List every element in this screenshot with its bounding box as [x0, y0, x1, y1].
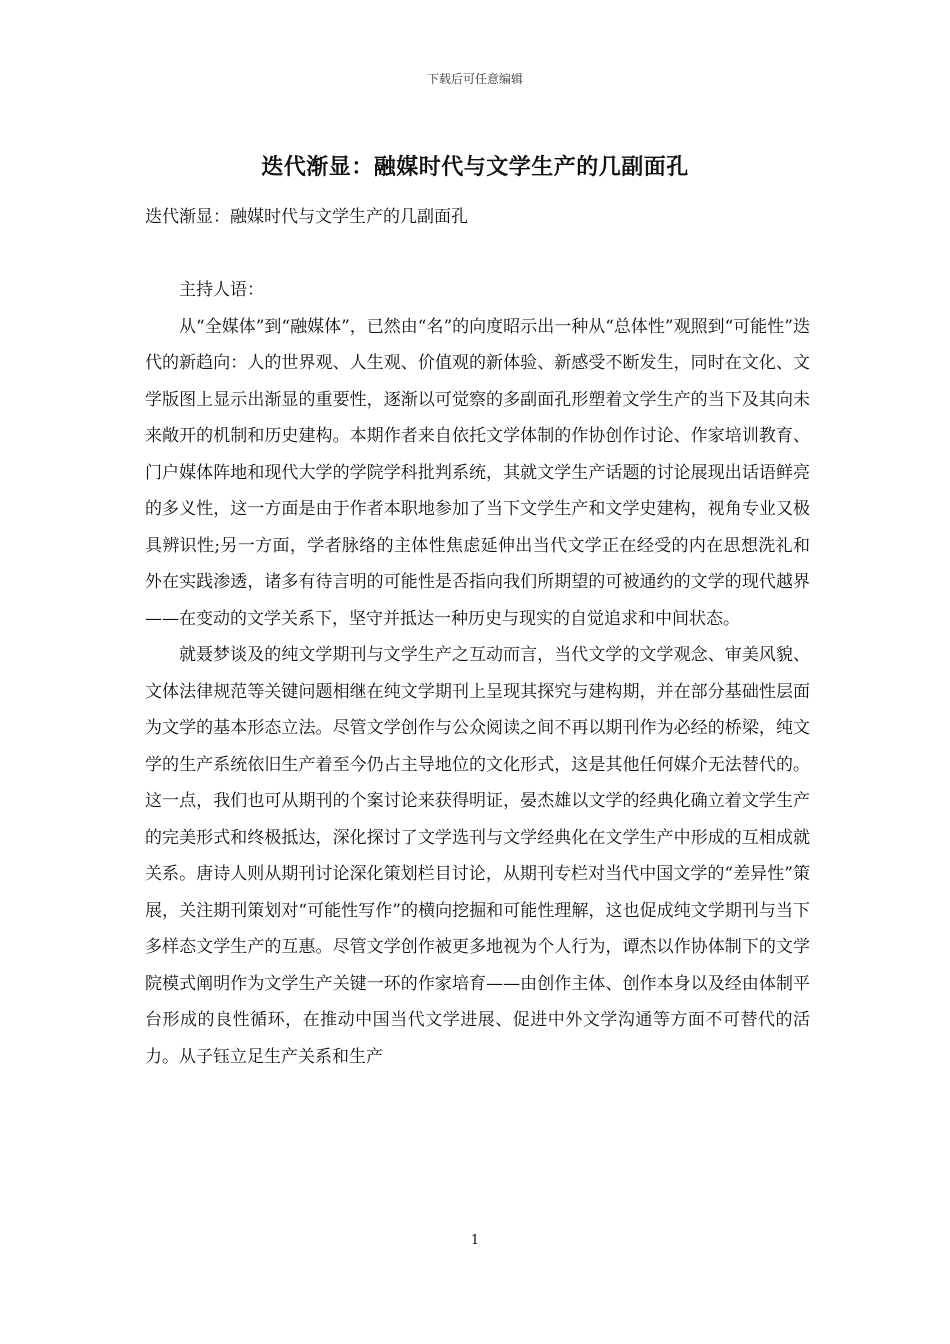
paragraph-periodicals: 就聂梦谈及的纯文学期刊与文学生产之互动而言，当代文学的文学观念、审美风貌、文体法律规范等关键问题相继在纯文学期刊上呈现其探究与建构期，并在部分基础性层面为文学的基本形态立法。尽管文学创作与公众阅读之间不再以期刊作为必经的桥梁，纯文学的生产系统依旧生产着至今仍占主导地位的文化形式，这是其他任何媒介无法替代的。这一点，我们也可从期刊的个案讨论来获得明证，晏杰雄以文学的经典化确立着文学生产的完美形式和终极抵达，深化探讨了文学选刊与文学经典化在文学生产中形成的互相成就关系。唐诗人则从期刊讨论深化策划栏目讨论，从期刊专栏对当代中国文学的“差异性”策展，关注期刊策划对“可能性写作”的横向挖掘和可能性理解，这也促成纯文学期刊与当下多样态文学生产的互惠。尽管文学创作被更多地视为个人行为，谭杰以作协体制下的文学院模式阐明作为文学生产关键一环的作家培育——由创作主体、创作本身以及经由体制平台形成的良性循环，在推动中国当代文学进展、促进中外文学沟通等方面不可替代的活力。从子钰立足生产关系和生产 — [145, 645, 810, 1067]
body-text — [145, 272, 810, 1075]
paragraph-intro: 从“全媒体”到“融媒体”，已然由“名”的向度昭示出一种从“总体性”观照到“可能性”迭代的新趋向：人的世界观、人生观、价值观的新体验、新感受不断发生，同时在文化、文学版图上显示出渐显的重要性，逐渐以可觉察的多副面孔形塑着文学生产的当下及其向未来敞开的机制和历史建构。本期作者来自依托文学体制的作协创作讨论、作家培训教育、门户媒体阵地和现代大学的学院学科批判系统，其就文学生产话题的讨论展现出话语鲜亮的多义性，这一方面是由于作者本职地参加了当下文学生产和文学史建构，视角专业又极具辨识性;另一方面，学者脉络的主体性焦虑延伸出当代文学正在经受的内在思想洗礼和外在实践渗透，诸多有待言明的可能性是否指向我们所期望的可被通约的文学的现代越界——在变动的文学关系下，坚守并抵达一种历史与现实的自觉追求和中间状态。 — [145, 316, 810, 629]
document-title: 迭代渐显：融媒时代与文学生产的几副面孔 — [261, 154, 689, 180]
page-number: 1 — [470, 1233, 480, 1248]
header-note: 下载后可任意编辑 — [426, 72, 523, 86]
host-label: 主持人语： — [179, 280, 264, 300]
document-subtitle: 迭代渐显：融媒时代与文学生产的几副面孔 — [145, 207, 468, 227]
